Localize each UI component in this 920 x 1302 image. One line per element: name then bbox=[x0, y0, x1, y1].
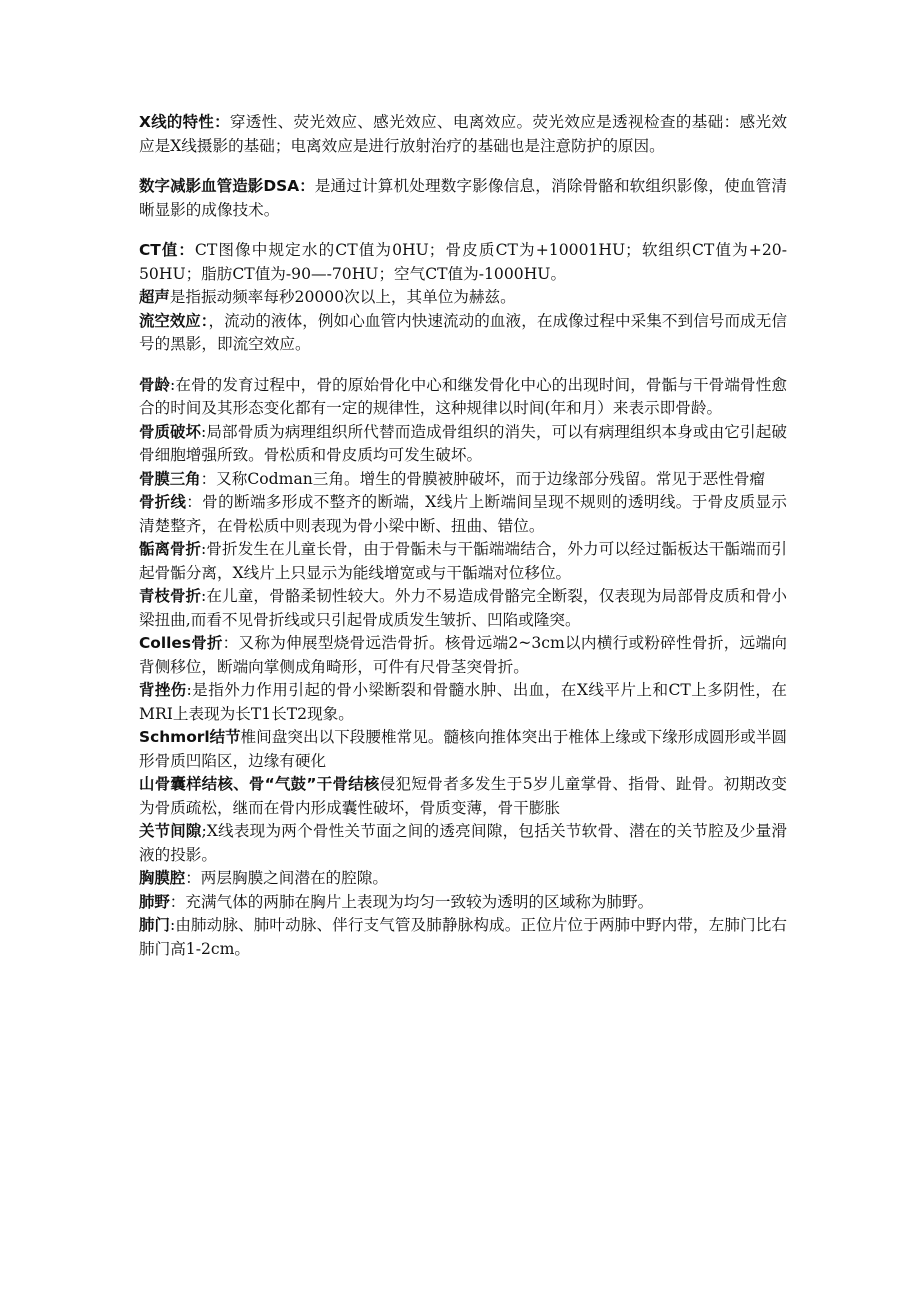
entry-hilum bbox=[139, 914, 787, 961]
entry-periosteal-triangle bbox=[139, 468, 787, 492]
entry-term: 数字减影血管造影DSA： bbox=[139, 177, 315, 195]
document-body bbox=[139, 111, 787, 961]
entry-definition: CT图像中规定水的CT值为0HU；骨皮质CT为+10001HU；软组织CT值为+20-50HU；脂肪CT值为-90—-70HU；空气CT值为-1000HU。 bbox=[139, 241, 787, 283]
entry-lung-field bbox=[139, 891, 787, 915]
entry-bone-contusion bbox=[139, 679, 787, 726]
entry-definition: ：两层胸膜之间潜在的腔隙。 bbox=[185, 869, 388, 887]
entry-definition: 穿透性、荧光效应、感光效应、电离效应。荧光效应是透视检查的基础：感光效应是X线摄影的基础；电离效应是进行放射治疗的基础也是注意防护的原因。 bbox=[139, 113, 787, 155]
entry-definition: ;X线表现为两个骨性关节面之间的透亮间隙，包括关节软骨、潜在的关节腔及少量滑液的投影。 bbox=[139, 822, 787, 864]
entry-term: X线的特性： bbox=[139, 113, 230, 131]
entry-definition: ，流动的液体，例如心血管内快速流动的血液，在成像过程中采集不到信号而成无信号的黑影，即流空效应。 bbox=[139, 311, 787, 353]
entry-bone-destruction bbox=[139, 421, 787, 468]
entry-definition: :局部骨质为病理组织所代替而造成骨组织的消失，可以有病理组织本身或由它引起破骨细胞增强所致。骨松质和骨皮质均可发生破坏。 bbox=[139, 422, 787, 464]
entry-bone-age bbox=[139, 374, 787, 421]
entry-ultrasound bbox=[139, 286, 787, 310]
entry-definition: :在儿童，骨骼柔韧性较大。外力不易造成骨骼完全断裂，仅表现为局部骨皮质和骨小梁扭曲,而看不见骨折线或只引起骨成质发生皱折、凹陷或隆突。 bbox=[139, 587, 787, 629]
entry-fracture-line bbox=[139, 491, 787, 538]
entry-definition: :在骨的发育过程中，骨的原始骨化中心和继发骨化中心的出现时间，骨骺与干骨端骨性愈合的时间及其形态变化都有一定的规律性，这种规律以时间(年和月）来表示即骨龄。 bbox=[139, 375, 787, 417]
entry-term: 山骨囊样结核、骨“气鼓”干骨结核 bbox=[139, 775, 380, 793]
entry-short-bone-tb bbox=[139, 773, 787, 820]
entry-xray-properties bbox=[139, 111, 787, 158]
entry-definition: ：骨的断端多形成不整齐的断端，X线片上断端间呈现不规则的透明线。于骨皮质显示清楚整齐，在骨松质中则表现为骨小梁中断、扭曲、错位。 bbox=[139, 493, 787, 535]
entry-term: 青枝骨折 bbox=[139, 587, 201, 605]
entry-ct-value bbox=[139, 239, 787, 286]
entry-flow-void bbox=[139, 310, 787, 357]
entry-definition: 椎间盘突出以下段腰椎常见。髓核向推体突出于椎体上缘或下缘形成圆形或半圆形骨质凹陷区，边缘有硬化 bbox=[139, 728, 787, 770]
entry-term: 背挫伤 bbox=[139, 681, 187, 699]
entry-term: 胸膜腔 bbox=[139, 869, 186, 887]
entry-definition: 是指振动频率每秒20000次以上，其单位为赫兹。 bbox=[169, 288, 516, 306]
entry-definition: 是通过计算机处理数字影像信息，消除骨骼和软组织影像，使血管清晰显影的成像技术。 bbox=[139, 177, 787, 219]
entry-definition: :是指外力作用引起的骨小梁断裂和骨髓水肿、出血，在X线平片上和CT上多阴性，在MRI上表现为长T1长T2现象。 bbox=[139, 681, 787, 723]
entry-term: CT值： bbox=[139, 241, 195, 259]
entry-definition: ：充满气体的两肺在胸片上表现为均匀一致较为透明的区域称为肺野。 bbox=[169, 892, 654, 911]
entry-term: 骨折线 bbox=[139, 493, 187, 511]
entry-definition: ：又称为伸展型烧骨远浩骨折。核骨远端2~3cm以内横行或粉碎性骨折，远端向背侧移位，断端向掌侧成角畸形，可件有尺骨茎突骨折。 bbox=[139, 634, 787, 676]
entry-definition: :由肺动脉、肺叶动脉、伴行支气管及肺静脉构成。正位片位于两肺中野内带，左肺门比右肺门高1-2cm。 bbox=[139, 916, 787, 958]
entry-term: Schmorl结节 bbox=[139, 728, 241, 746]
entry-dsa bbox=[139, 175, 787, 222]
entry-pleural-cavity bbox=[139, 867, 787, 891]
entry-joint-space bbox=[139, 820, 787, 867]
entry-epiphyseal-fracture bbox=[139, 538, 787, 585]
entry-colles-fracture bbox=[139, 632, 787, 679]
entry-term: 骺离骨折 bbox=[139, 540, 201, 558]
entry-definition: :骨折发生在儿童长骨，由于骨骺未与干骺端端结合，外力可以经过骺板达干骺端而引起骨骺分离，X线片上只显示为能线增宽或与干骺端对位移位。 bbox=[139, 540, 787, 582]
entry-definition: ：又称Codman三角。增生的骨膜被肿破坏，而于边缘部分残留。常见于恶性骨瘤 bbox=[200, 469, 766, 488]
entry-schmorl-node bbox=[139, 726, 787, 773]
entry-term: 流空效应： bbox=[139, 311, 209, 330]
entry-term: Colles骨折 bbox=[139, 634, 223, 652]
entry-definition: 侵犯短骨者多发生于5岁儿童掌骨、指骨、趾骨。初期改变为骨质疏松，继而在骨内形成囊性破坏，骨质变薄，骨干膨胀 bbox=[139, 775, 788, 817]
entry-greenstick-fracture bbox=[139, 585, 787, 632]
entry-term: 肺门 bbox=[139, 916, 170, 934]
entry-term: 关节间隙 bbox=[139, 822, 202, 840]
entry-term: 超声 bbox=[139, 288, 170, 306]
entry-term: 骨膜三角 bbox=[139, 469, 201, 488]
entry-term: 肺野 bbox=[139, 892, 170, 911]
entry-term: 骨质破坏 bbox=[139, 422, 201, 441]
entry-term: 骨龄 bbox=[139, 375, 170, 394]
